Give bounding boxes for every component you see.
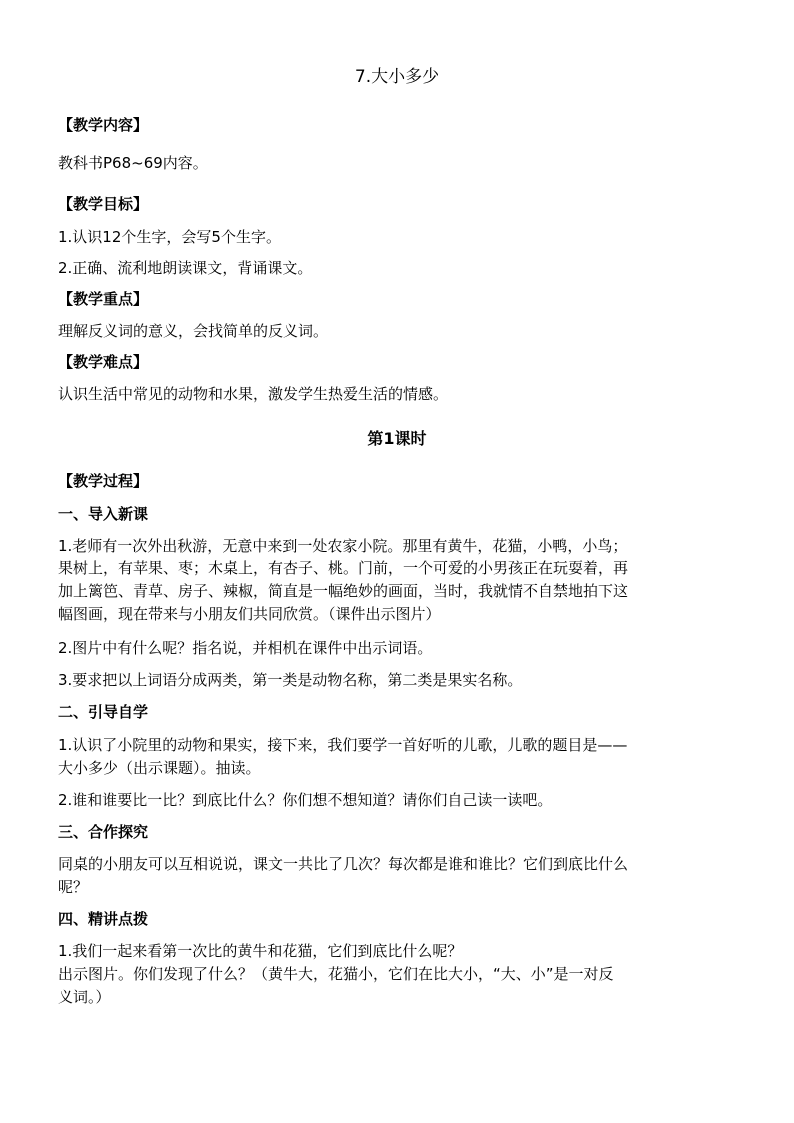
heading-teaching-key: 【教学重点】	[58, 290, 149, 308]
paragraph-line: 1.认识了小院里的动物和果实，接下来，我们要学一首好听的儿歌，儿歌的题目是——	[58, 736, 628, 754]
paragraph-line: 同桌的小朋友可以互相说说，课文一共比了几次？每次都是谁和谁比？它们到底比什么	[58, 855, 629, 873]
section-title: 三、合作探究	[58, 823, 149, 841]
paragraph-line: 出示图片。你们发现了什么？（黄牛大，花猫小，它们在比大小，“大、小”是一对反	[58, 965, 614, 983]
teaching-content-text: 教科书P68~69内容。	[58, 154, 208, 172]
teaching-key-text: 理解反义词的意义，会找简单的反义词。	[58, 322, 329, 340]
section-title: 四、精讲点拨	[58, 910, 149, 928]
heading-teaching-difficulty: 【教学难点】	[58, 353, 149, 371]
heading-teaching-process: 【教学过程】	[58, 472, 149, 490]
lesson-title: 第1课时	[367, 429, 427, 448]
paragraph-line: 2.图片中有什么呢？指名说，并相机在课件中出示词语。	[58, 639, 433, 657]
heading-teaching-content: 【教学内容】	[58, 116, 149, 134]
paragraph-line: 3.要求把以上词语分成两类，第一类是动物名称，第二类是果实名称。	[58, 671, 523, 689]
document-title: 7.大小多少	[354, 67, 440, 87]
heading-teaching-goals: 【教学目标】	[58, 195, 149, 213]
section-title: 一、导入新课	[58, 505, 149, 523]
paragraph-line: 2.谁和谁要比一比？到底比什么？你们想不想知道？请你们自己读一读吧。	[58, 791, 553, 809]
paragraph-line: 加上篱笆、青草、房子、辣椒，简直是一幅绝妙的画面，当时，我就情不自禁地拍下这	[58, 582, 629, 600]
paragraph-line: 1.我们一起来看第一次比的黄牛和花猫，它们到底比什么呢？	[58, 942, 463, 960]
goal-item: 2.正确、流利地朗读课文，背诵课文。	[58, 259, 313, 277]
teaching-difficulty-text: 认识生活中常见的动物和水果，激发学生热爱生活的情感。	[58, 385, 449, 403]
paragraph-line: 1.老师有一次外出秋游，无意中来到一处农家小院。那里有黄牛，花猫，小鸭，小鸟；	[58, 537, 628, 555]
paragraph-line: 呢？	[58, 878, 89, 896]
paragraph-line: 大小多少（出示课题）。抽读。	[58, 759, 261, 777]
paragraph-line: 果树上，有苹果、枣；木桌上，有杏子、桃。门前，一个可爱的小男孩正在玩耍着，再	[58, 559, 629, 577]
section-title: 二、引导自学	[58, 703, 149, 721]
paragraph-line: 幅图画，现在带来与小朋友们共同欣赏。（课件出示图片）	[58, 605, 441, 623]
paragraph-line: 义词。）	[58, 988, 111, 1006]
goal-item: 1.认识12个生字，会写5个生字。	[58, 228, 281, 246]
